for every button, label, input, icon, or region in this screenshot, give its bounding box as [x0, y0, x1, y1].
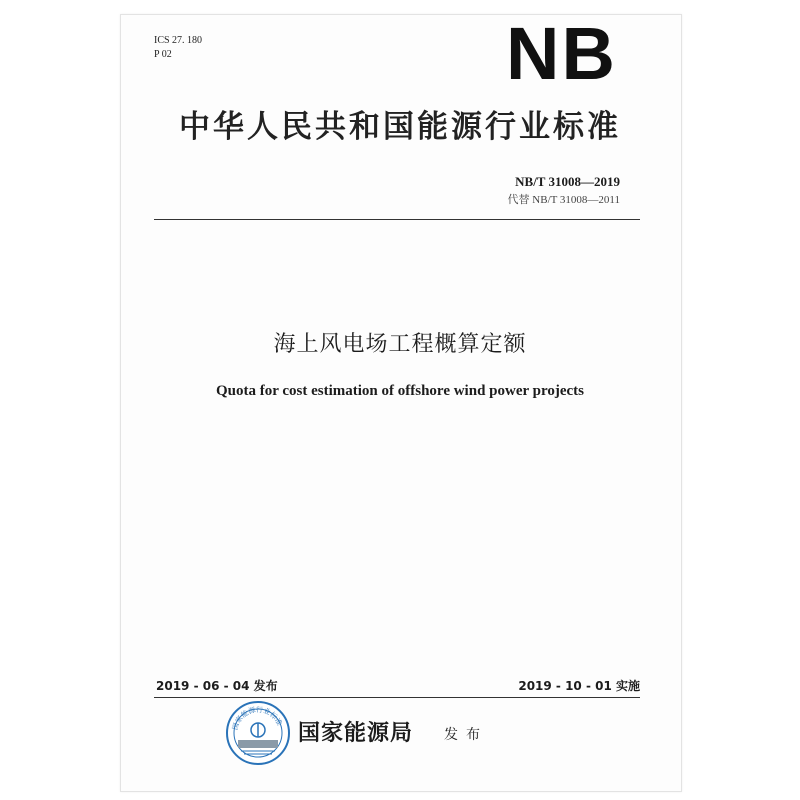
publisher-name: 国家能源局 — [298, 721, 414, 746]
header-divider — [154, 219, 640, 220]
replaced-standard: 代替 NB/T 31008—2011 — [507, 194, 620, 206]
svg-text:国家能源行业标准: 国家能源行业标准 — [231, 705, 284, 731]
issue-date: 2019 - 06 - 04 发布 — [156, 679, 278, 693]
footer-divider — [154, 697, 640, 698]
publisher-seal-icon — [225, 700, 291, 766]
classification-codes — [154, 34, 202, 62]
standard-number: NB/T 31008—2019 — [515, 174, 620, 189]
document-title-cn: 海上风电场工程概算定额 — [273, 332, 527, 357]
standard-category-title: 中华人民共和国能源行业标准 — [179, 109, 621, 145]
publish-label: 发布 — [444, 727, 488, 743]
nb-logo: NB — [506, 12, 617, 95]
implementation-date: 2019 - 10 - 01 实施 — [518, 679, 640, 693]
ics-code: ICS 27. 180 — [154, 35, 203, 46]
document-title-en: Quota for cost estimation of offshore wind power projects — [215, 383, 585, 399]
ccs-code: P 02 — [154, 49, 172, 60]
